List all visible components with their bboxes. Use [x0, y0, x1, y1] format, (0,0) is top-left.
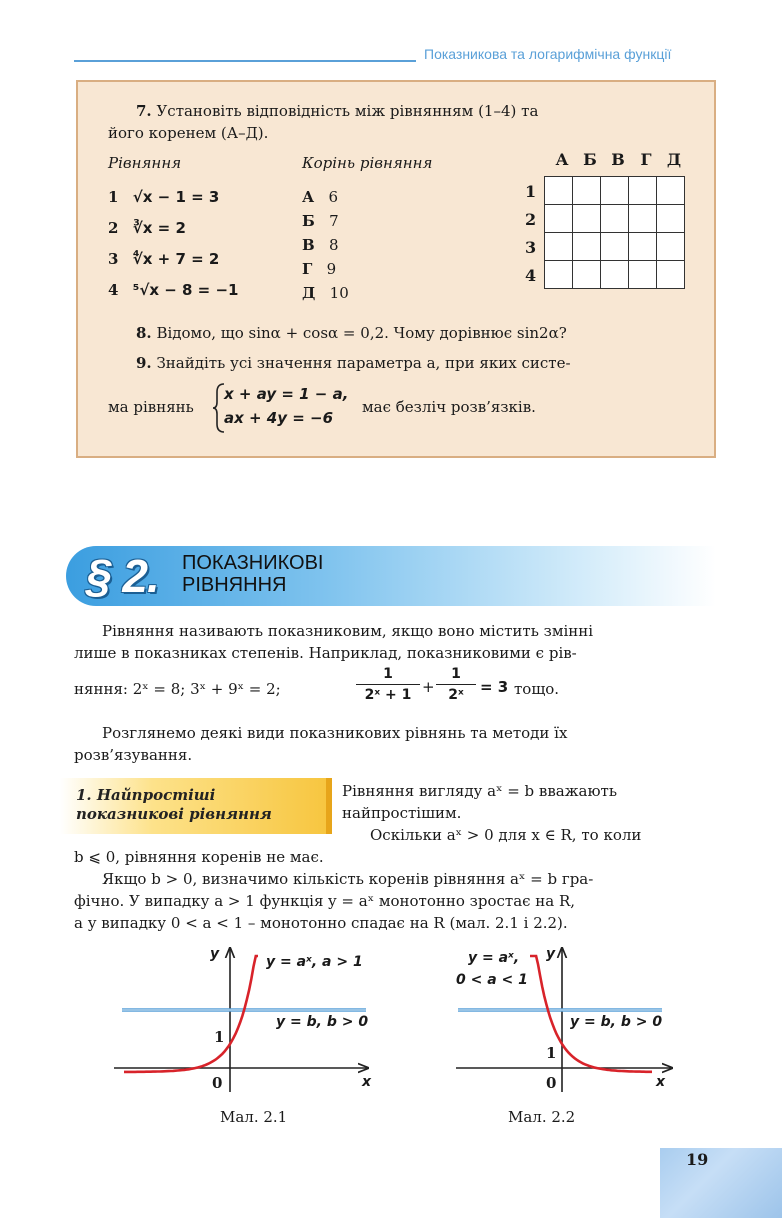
equations-heading: Рівняння [108, 154, 182, 172]
subsection-title: 1. Найпростіші показникові рівняння [76, 786, 272, 823]
exercise-text: Установіть відповідність між рівнянням (1–4) та [156, 102, 539, 120]
figure-2-1-one-label: 1 [214, 1028, 225, 1046]
grid-cell[interactable] [573, 205, 601, 233]
subsection-side-text: Рівняння вигляду aˣ = b вважають найпростішим. Оскільки aˣ > 0 для x ∈ R, то коли [342, 782, 642, 844]
grid-cell[interactable] [657, 233, 685, 261]
intro-paragraph-2: Розглянемо деякі види показникових рівнянь та методи їх розв’язування. [74, 724, 568, 764]
equation-system [224, 382, 348, 430]
figure-2-1-line-label: y = b, b > 0 [276, 1014, 369, 1030]
grid-cell[interactable] [545, 233, 573, 261]
equation-item: 4 ⁵√x − 8 = −1 [108, 281, 239, 299]
equation-item: 3 ∜x + 7 = 2 [108, 250, 220, 268]
chapter-title: Показникова та логарифмічна функції [424, 46, 672, 62]
grid-cell[interactable] [601, 177, 629, 205]
equation-item: 2 ∛x = 2 [108, 219, 186, 237]
intro-examples: няння: 2ˣ = 8; 3ˣ + 9ˣ = 2; 1 2ˣ + 1 + 1 2ˣ = 3 тощо. [74, 666, 560, 703]
figure-2-1-origin-label: 0 [212, 1074, 223, 1092]
subsection-body: b ⩽ 0, рівняння коренів не має. Якщо b > 0, визначимо кількість коренів рівняння aˣ = b гра- фічно. У випадку a > 1 функція y = aˣ монотонно зростає на R, а у випадку 0 < a < 1 – монотонно спадає на R (мал. 2.1 і 2.2). [74, 848, 594, 932]
grid-cell[interactable] [545, 205, 573, 233]
figure-2-2-caption: Мал. 2.2 [508, 1108, 576, 1126]
figure-2-2-curve-label-1: y = aˣ, [468, 950, 520, 966]
grid-cell[interactable] [545, 261, 573, 289]
header-rule [74, 60, 416, 62]
figure-2-2-x-label: x [656, 1074, 666, 1090]
roots-heading: Корінь рівняння [302, 154, 433, 172]
grid-cell[interactable] [601, 261, 629, 289]
system-equation-1: x + ay = 1 − a, [224, 385, 349, 403]
page-number: 19 [686, 1150, 709, 1169]
figure-2-1-x-label: x [362, 1074, 372, 1090]
figure-2-2-line-label: y = b, b > 0 [570, 1014, 663, 1030]
figure-2-1-curve-label: y = aˣ, a > 1 [266, 954, 363, 970]
fraction-1: 1 2ˣ + 1 [356, 664, 420, 705]
grid-cell[interactable] [657, 177, 685, 205]
answer-grid-columns: А Б В Г Д [555, 150, 682, 169]
grid-cell[interactable] [629, 177, 657, 205]
figure-2-1-caption: Мал. 2.1 [220, 1108, 288, 1126]
intro-paragraph: Рівняння називають показниковим, якщо воно містить змінні лише в показниках степенів. Наприклад, показниковими є рів- [74, 622, 594, 662]
section-title: ПОКАЗНИКОВІ РІВНЯННЯ [182, 552, 324, 596]
grid-cell[interactable] [629, 205, 657, 233]
grid-cell[interactable] [573, 261, 601, 289]
grid-cell[interactable] [545, 177, 573, 205]
grid-cell[interactable] [573, 233, 601, 261]
section-number: § 2. [86, 550, 159, 602]
figure-2-2-y-label: y [546, 946, 556, 962]
grid-cell[interactable] [573, 177, 601, 205]
grid-cell[interactable] [629, 233, 657, 261]
grid-cell[interactable] [657, 205, 685, 233]
fraction-2: 1 2ˣ [436, 664, 476, 705]
exercise-number: 7. [136, 102, 152, 120]
exponential-curve-growing [124, 956, 258, 1072]
exercise-8: 8. Відомо, що sinα + cosα = 0,2. Чому дорівнює sin2α? [136, 324, 567, 342]
figure-2-1-y-label: y [210, 946, 220, 962]
equation-item: 1 √x − 1 = 3 [108, 188, 220, 206]
page-corner-decoration [660, 1148, 782, 1218]
roots-list [302, 186, 349, 306]
grid-cell[interactable] [601, 233, 629, 261]
root-item: Б 7 [302, 212, 339, 230]
exercise-9-text-after: має безліч розв’язків. [362, 398, 536, 416]
grid-cell[interactable] [657, 261, 685, 289]
figure-2-2-one-label: 1 [546, 1044, 557, 1062]
exercise-text: його коренем (А–Д). [108, 124, 269, 142]
root-item: Д 10 [302, 284, 349, 302]
section-banner [66, 546, 716, 606]
exercise-9-text-before: ма рівнянь [108, 398, 194, 416]
figure-2-2-curve-label-2: 0 < a < 1 [456, 972, 528, 988]
root-item: А 6 [302, 188, 339, 206]
equations-list [108, 186, 238, 310]
root-item: В 8 [302, 236, 339, 254]
answer-grid [544, 176, 685, 289]
exercise-7 [108, 100, 688, 144]
answer-grid-rows: 1 2 3 4 [525, 182, 537, 285]
figure-2-2-origin-label: 0 [546, 1074, 557, 1092]
exercise-9: 9. Знайдіть усі значення параметра a, при яких систе- [136, 354, 571, 372]
system-equation-2: ax + 4y = −6 [224, 409, 334, 427]
grid-cell[interactable] [601, 205, 629, 233]
root-item: Г 9 [302, 260, 337, 278]
grid-cell[interactable] [629, 261, 657, 289]
